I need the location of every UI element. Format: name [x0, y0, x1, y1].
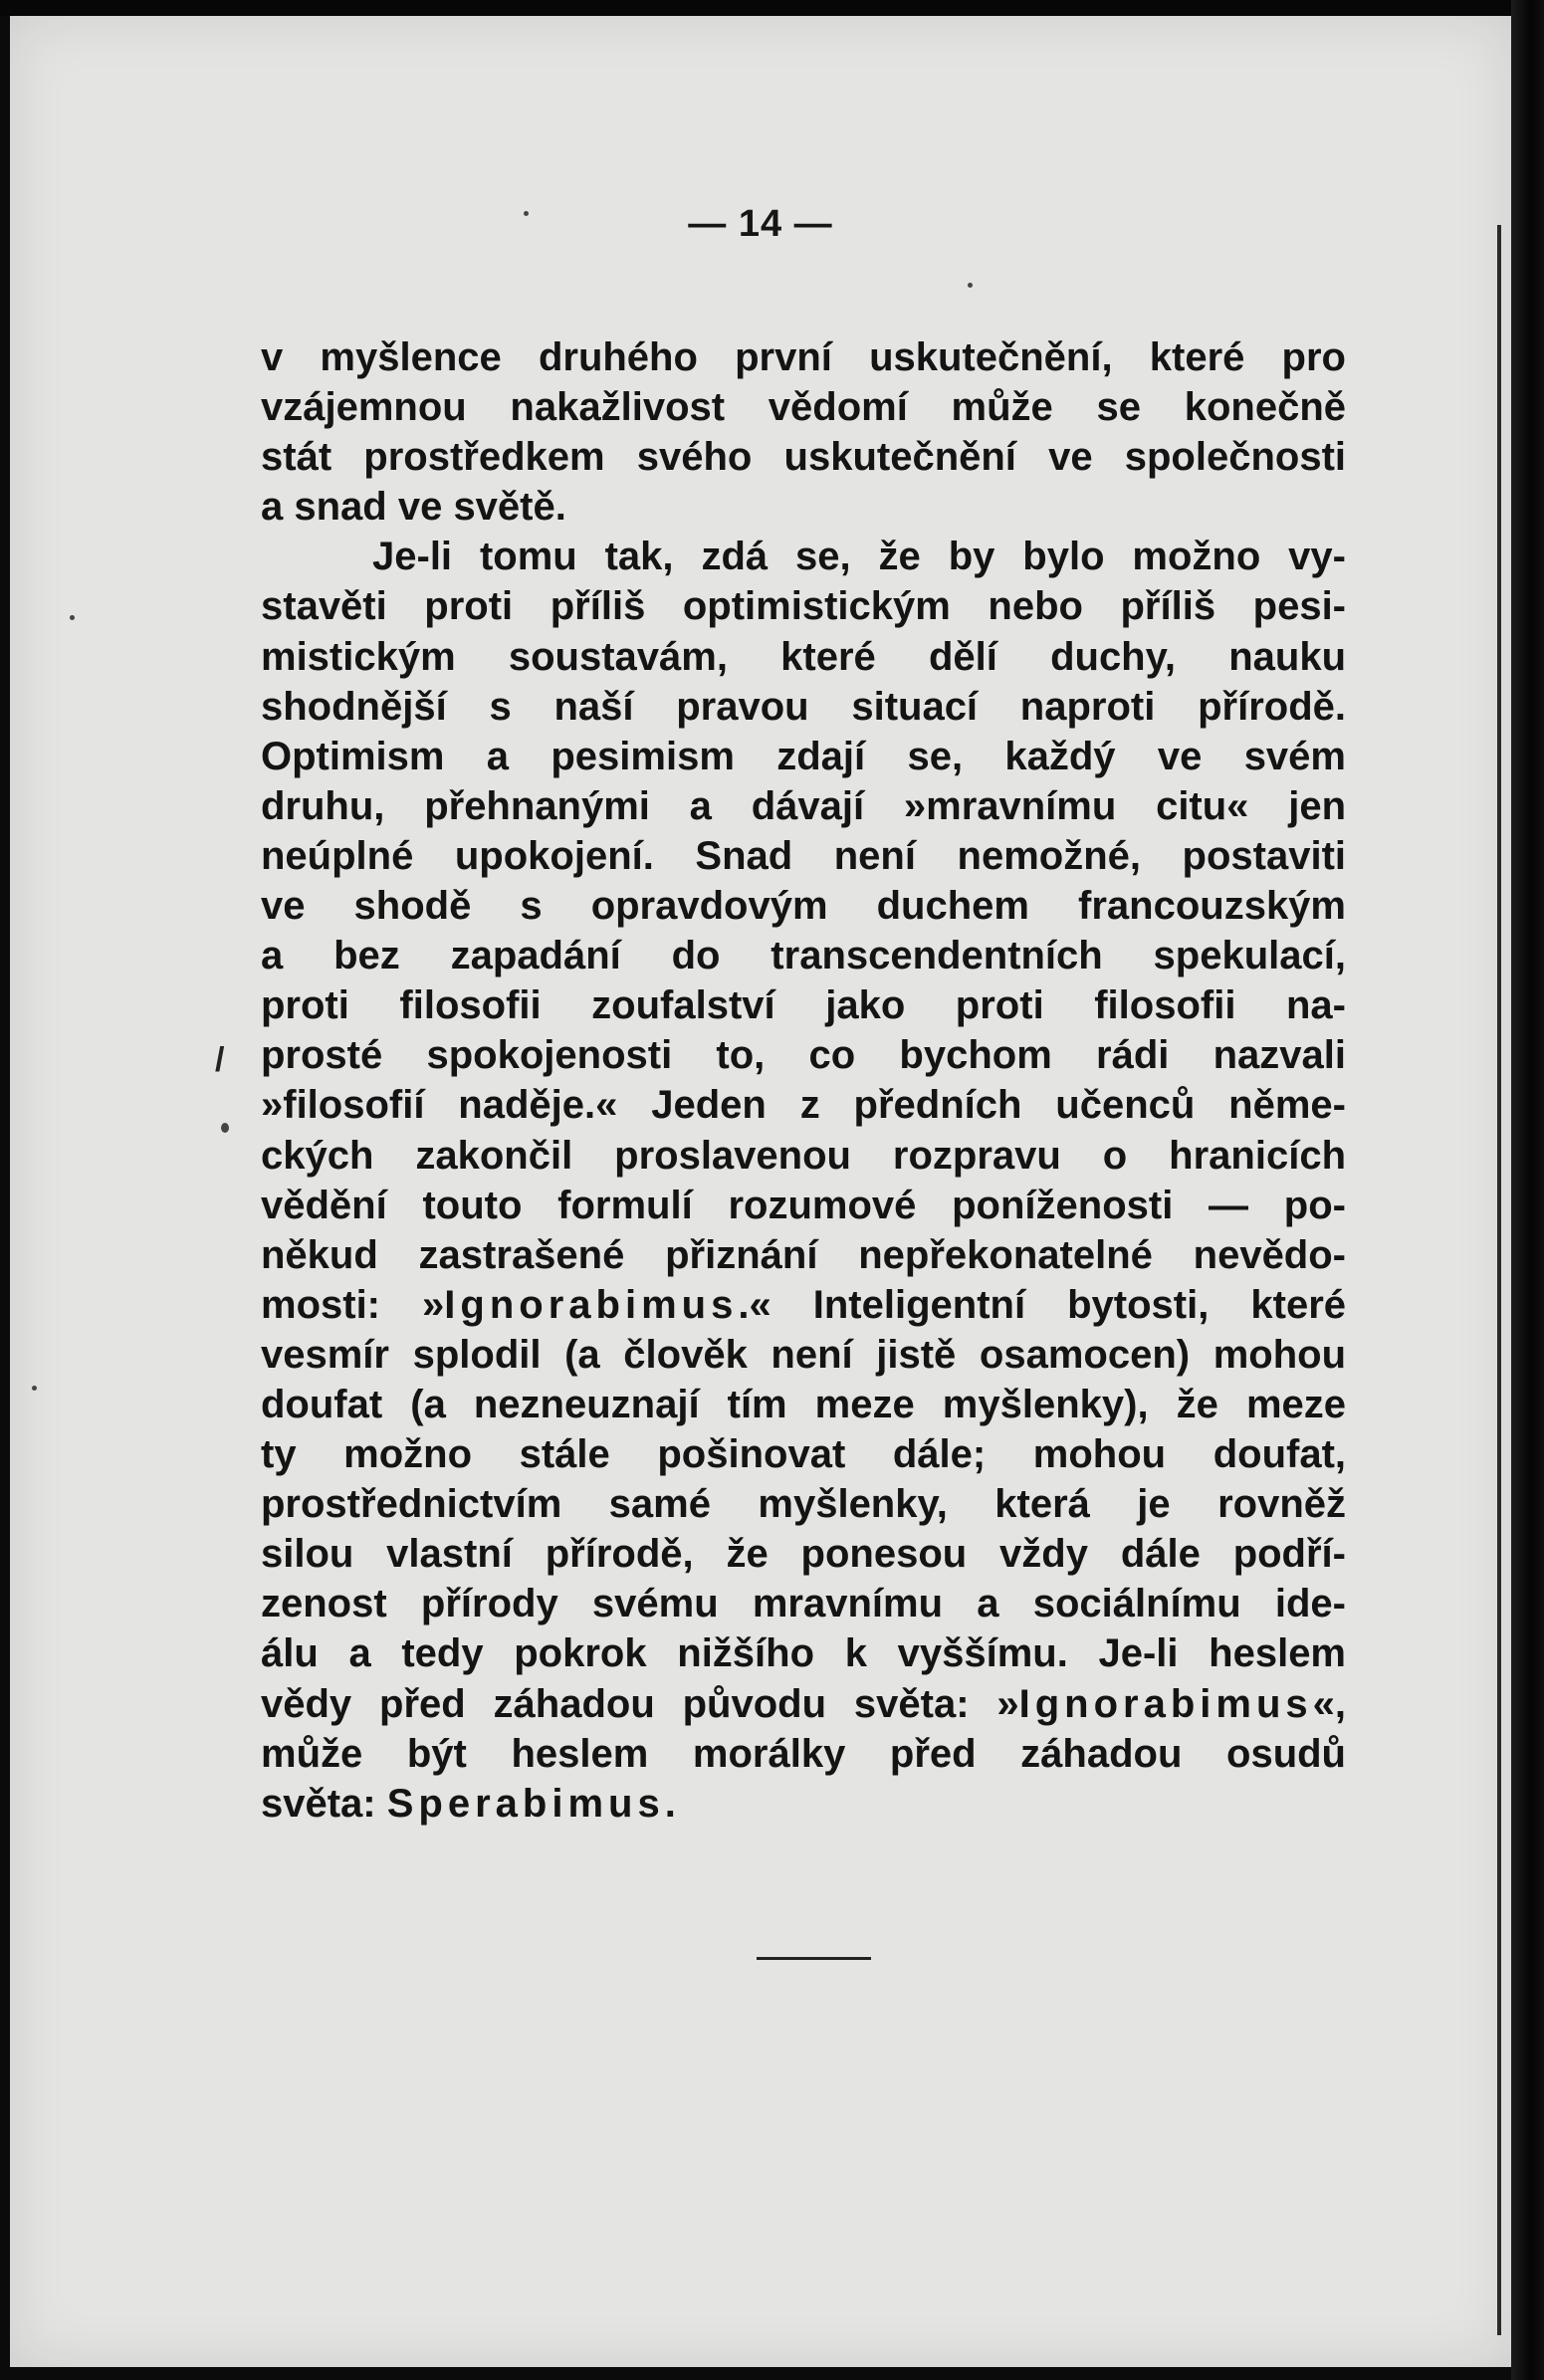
margin-speck [524, 211, 529, 216]
text-line: »filosofií naděje.« Jeden z předních učenců něme- [261, 1083, 1346, 1128]
text-fragment: «, [1312, 1681, 1346, 1726]
text-line [261, 1779, 1346, 1829]
spaced-emphasis: Ignorabimus [444, 1282, 739, 1327]
margin-speck [70, 615, 75, 620]
spaced-emphasis: Sperabimus [386, 1781, 665, 1826]
margin-mark: / [215, 1041, 225, 1079]
body-text [261, 332, 1346, 1829]
scan-border-right [1511, 0, 1544, 2380]
book-page [10, 16, 1511, 2367]
text-line: zenost přírody svému mravnímu a sociálnímu ide- [261, 1582, 1346, 1626]
page-number: — 14 — [688, 203, 833, 245]
text-line: proti filosofii zoufalství jako proti filosofii na- [261, 983, 1346, 1028]
text-line: ty možno stále pošinovat dále; mohou doufat, [261, 1432, 1346, 1477]
text-line: někud zastrašené přiznání nepřekonatelné nevědo- [261, 1232, 1346, 1277]
text-line: prosté spokojenosti to, co bychom rádi nazvali [261, 1033, 1346, 1078]
text-line: vědění touto formulí rozumové poníženosti — po- [261, 1183, 1346, 1227]
text-line: álu a tedy pokrok nižšího k vyššímu. Je-li heslem [261, 1631, 1346, 1676]
text-line: vzájemnou nakažlivost vědomí může se konečně [261, 385, 1346, 430]
scan-border-top [0, 0, 1544, 16]
text-line: vesmír splodil (a člověk není jistě osamocen) mohou [261, 1332, 1346, 1377]
text-fragment: . [664, 1781, 676, 1826]
text-fragment: .« Inteligentní bytosti, které [738, 1282, 1346, 1327]
text-line: Optimism a pesimism zdají se, každý ve svém [261, 734, 1346, 778]
text-line: a snad ve světě. [261, 485, 566, 530]
margin-speck [968, 283, 973, 288]
text-line: ve shodě s opravdovým duchem francouzským [261, 884, 1346, 929]
text-line: v myšlence druhého první uskutečnění, které pro [261, 335, 1346, 379]
margin-speck [221, 1123, 229, 1133]
text-line: může být heslem morálky před záhadou osudů [261, 1731, 1346, 1776]
text-fragment: vědy před záhadou původu světa: » [261, 1681, 1019, 1726]
text-line: a bez zapadání do transcendentních spekulací, [261, 934, 1346, 978]
text-line: stavěti proti příliš optimistickým nebo příliš pesi- [261, 584, 1346, 629]
text-fragment: mosti: » [261, 1282, 445, 1327]
text-line [261, 1280, 1346, 1330]
text-line: neúplné upokojení. Snad není nemožné, postaviti [261, 833, 1346, 878]
text-fragment: světa: [261, 1781, 387, 1826]
text-line: mistickým soustavám, které dělí duchy, nauku [261, 634, 1346, 679]
text-line: doufat (a nezneuznají tím meze myšlenky), že meze [261, 1382, 1346, 1426]
text-line: silou vlastní přírodě, že ponesou vždy dále podří- [261, 1532, 1346, 1577]
page-edge-shadow [1497, 225, 1501, 2335]
spaced-emphasis: Ignorabimus [1018, 1681, 1313, 1726]
text-line: druhu, přehnanými a dávají »mravnímu citu« jen [261, 783, 1346, 828]
text-line: shodnější s naší pravou situací naproti přírodě. [261, 684, 1346, 729]
text-line: stát prostředkem svého uskutečnění ve společnosti [261, 435, 1346, 480]
text-line: prostřednictvím samé myšlenky, která je rovněž [261, 1482, 1346, 1527]
text-line [261, 1679, 1346, 1729]
text-line: ckých zakončil proslavenou rozpravu o hranicích [261, 1133, 1346, 1178]
text-line: Je-li tomu tak, zdá se, že by bylo možno vy- [372, 535, 1346, 579]
end-rule [757, 1957, 871, 1960]
margin-speck [32, 1386, 37, 1391]
